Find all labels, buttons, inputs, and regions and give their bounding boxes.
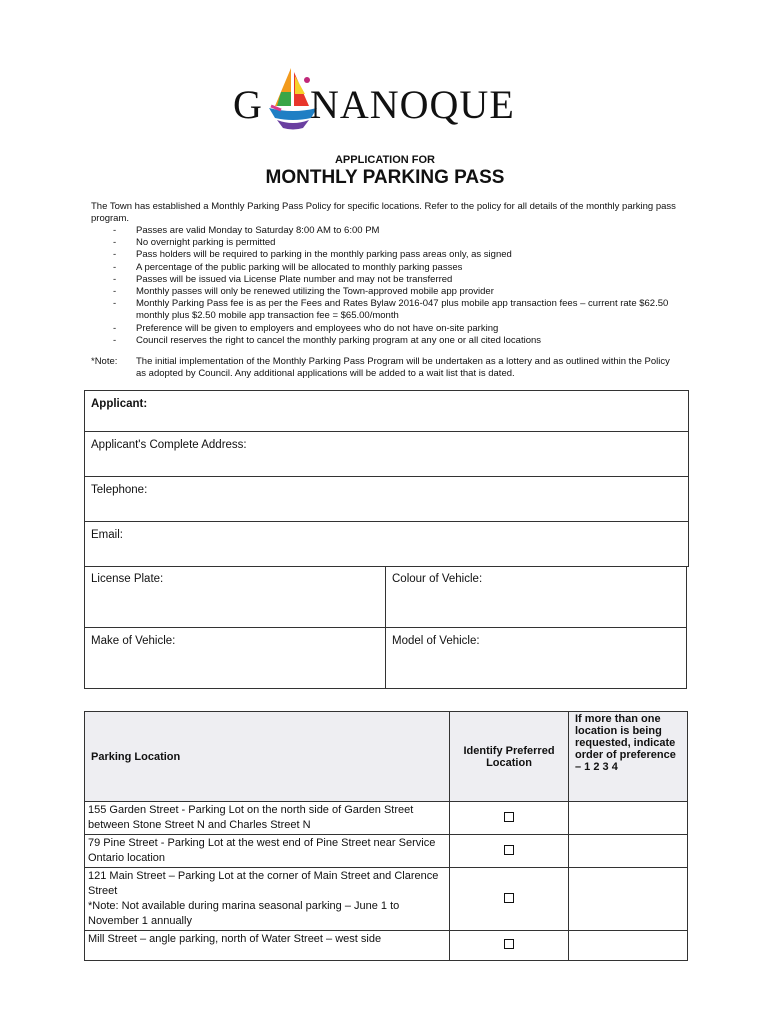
license-plate-field[interactable] (84, 566, 386, 628)
preferred-checkbox[interactable] (504, 812, 514, 822)
telephone-label: Telephone: (91, 484, 148, 496)
preferred-checkbox[interactable] (504, 845, 514, 855)
town-logo (233, 66, 533, 132)
preferred-checkbox[interactable] (504, 939, 514, 949)
list-item: - Passes are valid Monday to Saturday 8:00 AM to 6:00 PM (113, 225, 380, 236)
table-row (85, 835, 688, 868)
location-cell: Mill Street – angle parking, north of Water Street – west side (85, 931, 450, 961)
email-label: Email: (91, 529, 123, 541)
column-header-preferred: Identify Preferred Location (450, 712, 569, 802)
order-input[interactable] (569, 802, 688, 835)
list-item: - No overnight parking is permitted (113, 237, 276, 249)
note-label: *Note: (91, 356, 118, 367)
page-title: MONTHLY PARKING PASS (265, 167, 505, 188)
list-item: - Passes will be issued via License Plate number and may not be transferred (113, 273, 453, 285)
list-item: - A percentage of the public parking will be allocated to monthly parking passes (113, 261, 463, 273)
list-item: - Pass holders will be required to parking in the monthly parking pass areas only, as signed (113, 249, 512, 261)
applicant-label: Applicant: (91, 398, 148, 410)
order-input[interactable] (569, 931, 688, 961)
list-item: - Monthly passes will only be renewed utilizing the Town-approved mobile app provider (113, 286, 494, 298)
vehicle-colour-label: Colour of Vehicle: (392, 573, 483, 585)
table-header-row (85, 712, 688, 802)
vehicle-colour-field[interactable] (385, 566, 687, 628)
preferred-cell (450, 931, 569, 961)
policy-list (113, 225, 683, 347)
table-row (85, 931, 688, 961)
preferred-cell (450, 835, 569, 868)
intro-paragraph: The Town has established a Monthly Parking Pass Policy for specific locations. Refer to the policy for all details of the monthly parking pass program. (91, 201, 676, 225)
vehicle-make-label: Make of Vehicle: (91, 635, 176, 647)
order-input[interactable] (569, 835, 688, 868)
parking-location-table (84, 711, 688, 961)
preferred-checkbox[interactable] (504, 893, 514, 903)
location-cell: 79 Pine Street - Parking Lot at the west end of Pine Street near Service Ontario location (85, 835, 450, 868)
logo-wordmark: NANOQUE (310, 82, 515, 127)
address-label: Applicant's Complete Address: (91, 439, 247, 451)
order-input[interactable] (569, 868, 688, 931)
license-plate-label: License Plate: (91, 573, 164, 585)
column-header-location: Parking Location (85, 712, 450, 802)
column-header-order: If more than one location is being requested, indicate order of preference – 1 2 3 4 (569, 712, 688, 802)
address-field[interactable] (84, 431, 689, 477)
location-cell: 155 Garden Street - Parking Lot on the north side of Garden Street between Stone Street N and Charles Street N (85, 802, 450, 835)
list-item: - Monthly Parking Pass fee is as per the Fees and Rates Bylaw 2016-047 plus mobile app transaction fees – current rate $62.50 monthly plus $2.50 mobile app transaction fee = $65.00/month (113, 298, 669, 322)
application-for-heading: APPLICATION FOR (334, 154, 435, 166)
vehicle-make-field[interactable] (84, 627, 386, 689)
vehicle-model-field[interactable] (385, 627, 687, 689)
list-item: - Preference will be given to employers and employees who do not have on-site parking (113, 322, 499, 334)
vehicle-model-label: Model of Vehicle: (392, 635, 480, 647)
preferred-cell (450, 802, 569, 835)
table-row (85, 802, 688, 835)
list-item: - Council reserves the right to cancel the monthly parking program at any one or all cited locations (113, 334, 542, 346)
table-row (85, 868, 688, 931)
note-text: The initial implementation of the Monthly Parking Pass Program will be undertaken as a lottery and as outlined within the Policy as adopted by Council. Any additional applications will be added to a wait list that is dated. (136, 356, 670, 380)
preferred-cell (450, 868, 569, 931)
telephone-field[interactable] (84, 476, 689, 522)
location-cell: 121 Main Street – Parking Lot at the corner of Main Street and Clarence Street *Note: Not available during marina seasonal parking – June 1 to November 1 annually (85, 868, 450, 931)
logo-letter-g: G (233, 82, 263, 127)
email-field[interactable] (84, 521, 689, 567)
applicant-field[interactable] (84, 390, 689, 432)
